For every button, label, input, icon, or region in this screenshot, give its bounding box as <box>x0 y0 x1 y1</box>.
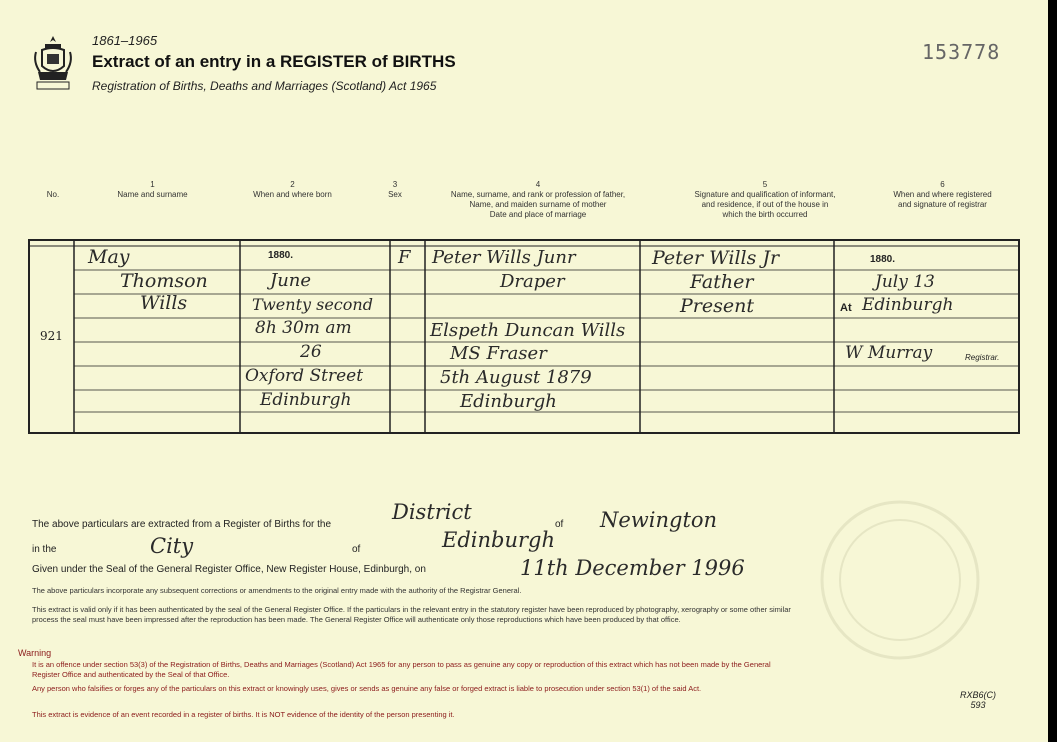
birth-house-number: 26 <box>300 342 322 362</box>
corrections-note: The above particulars incorporate any subsequent corrections or amendments to the original entry made with the authority of the Registrar General. <box>32 586 522 595</box>
form-code: RXB6(C) 593 <box>960 690 997 710</box>
sex: F <box>398 247 411 268</box>
birth-city: Edinburgh <box>260 390 352 410</box>
informant-relation: Father <box>690 271 754 293</box>
name-line-2: Thomson <box>120 270 208 292</box>
birth-street: Oxford Street <box>245 366 364 386</box>
registrar-label: Registrar. <box>965 353 1000 362</box>
seal-watermark <box>810 495 990 665</box>
registrar-signature: W Murray <box>845 343 933 363</box>
registration-type: District <box>392 500 472 524</box>
registered-date: July 13 <box>875 272 935 292</box>
seal-statement: Given under the Seal of the General Register Office, New Register House, Edinburgh, on <box>32 564 426 575</box>
col-header-5: 5 Signature and qualification of informant, and residence, if out of the house in which the birth occurred <box>694 180 836 219</box>
warning-3: This extract is evidence of an event recorded in a register of births. It is NOT evidence of the identity of the person presenting it. <box>32 710 455 719</box>
in-the-label: in the <box>32 544 57 555</box>
warning-1: It is an offence under section 53(3) of the Registration of Births, Deaths and Marriages (Scotland) Act 1965 for any person to pass as genuine any copy or reproduction of this extract which has not been made by the General Register Office and authenticated by the Seal of that Office. <box>32 660 771 679</box>
warning-heading: Warning <box>18 648 52 658</box>
issue-date: 11th December 1996 <box>520 556 745 580</box>
birth-day: Twenty second <box>252 295 373 314</box>
birth-month: June <box>270 270 312 291</box>
entry-number: 921 <box>40 329 63 343</box>
place-type: City <box>150 534 194 558</box>
extract-statement-1: The above particulars are extracted from a Register of Births for the <box>32 519 332 530</box>
col-header-2: 2 When and where born <box>253 180 332 199</box>
years-range: 1861–1965 <box>92 33 158 48</box>
col-header-4: 4 Name, surname, and rank or profession of father, Name, and maiden surname of mother Date and place of marriage <box>450 180 626 219</box>
birth-time: 8h 30m am <box>255 318 352 338</box>
of-label-1: of <box>555 519 564 530</box>
birth-year: 1880. <box>268 250 294 261</box>
informant-status: Present <box>680 295 754 317</box>
col-header-1: 1 Name and surname <box>117 180 188 199</box>
name-line-3: Wills <box>140 292 188 314</box>
of-label-2: of <box>352 544 361 555</box>
mother-name: Elspeth Duncan Wills <box>430 320 626 341</box>
warning-2: Any person who falsifies or forges any of the particulars on this extract or knowingly uses, gives or sends as genuine any false or forged extract is liable to prosecution under section 53(1) of the said Act. <box>32 684 702 693</box>
district-name: Newington <box>600 508 718 532</box>
registered-year: 1880. <box>870 254 896 265</box>
father-name: Peter Wills Junr <box>432 247 576 268</box>
col-header-no: No. <box>46 190 60 199</box>
registered-at-label: At <box>840 302 852 314</box>
registered-place: Edinburgh <box>862 295 954 315</box>
informant-name: Peter Wills Jr <box>652 247 780 269</box>
page-title: Extract of an entry in a REGISTER of BIRTHS <box>92 52 456 71</box>
name-line-1: May <box>88 246 130 268</box>
act-subtitle: Registration of Births, Deaths and Marriages (Scotland) Act 1965 <box>92 79 437 93</box>
father-occupation: Draper <box>500 271 565 292</box>
mother-maiden-name: MS Fraser <box>450 343 547 364</box>
marriage-place: Edinburgh <box>460 391 557 412</box>
col-header-6: 6 When and where registered and signature of registrar <box>893 180 992 209</box>
validity-note: This extract is valid only if it has been authenticated by the seal of the General Register Office. If the particulars in the relevant entry in the statutory register have been reproduced by photography, xerography or some other similar process the seal must have been impressed after the reproduction has been made. The General Register Office will authenticate only those reproductions which have been produced by that office. <box>32 605 791 624</box>
marriage-date: 5th August 1879 <box>440 367 592 388</box>
col-header-3: 3 Sex <box>388 180 402 199</box>
serial-number: 153778 <box>922 40 1001 64</box>
place-name: Edinburgh <box>442 528 555 552</box>
